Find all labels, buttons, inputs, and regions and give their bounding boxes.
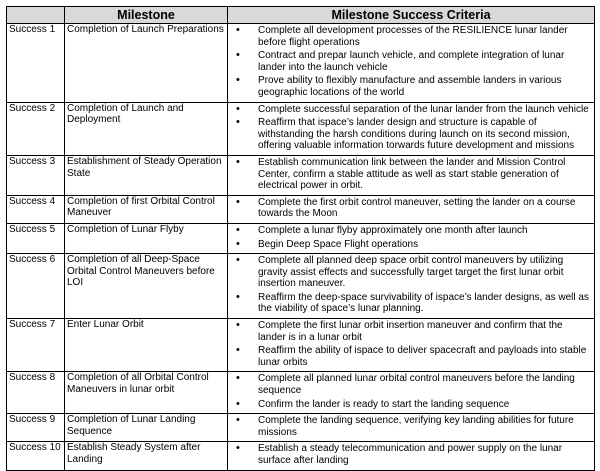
criteria-item: • Complete the first lunar orbit insertion maneuver and confirm that the lander is in a lunar orbit [258,320,590,343]
milestone-name: Completion of Lunar Flyby [65,223,228,253]
criteria-item: • Prove ability to flexibly manufacture and assemble landers in various geographic locations of the world [258,75,590,98]
milestone-name: Completion of all Orbital Control Maneuvers in lunar orbit [65,372,228,414]
milestone-name: Completion of Launch and Deployment [65,102,228,155]
milestone-name: Establishment of Steady Operation State [65,155,228,195]
success-criteria-cell [228,372,595,414]
table-row [7,24,595,103]
success-criteria-cell [228,24,595,103]
table-row [7,102,595,155]
criteria-item: • Complete the landing sequence, verifying key landing abilities for future missions [258,415,590,438]
milestone-name: Completion of Lunar Landing Sequence [65,414,228,442]
criteria-list [230,25,590,99]
criteria-item: • Contract and prepar launch vehicle, and complete integration of lunar lander into the launch vehicle [258,50,590,73]
success-id: Success 1 [7,24,65,103]
criteria-list [230,443,590,466]
criteria-list [230,197,590,220]
milestone-name: Completion of Launch Preparations [65,24,228,103]
criteria-list [230,255,590,315]
criteria-item: • Reaffirm the ability of ispace to deliver spacecraft and payloads into stable lunar orbits [258,345,590,368]
success-id: Success 8 [7,372,65,414]
criteria-item: • Reaffirm the deep-space survivability of ispace’s lander designs, as well as the viability of space’s lunar planning. [258,292,590,315]
table-row [7,223,595,253]
criteria-item: • Confirm the lander is ready to start the landing sequence [258,399,590,411]
criteria-item: • Reaffirm that ispace’s lander design and structure is capable of withstanding the harsh conditions during launch on its second mission, offering valuable information torwards future development and missions [258,117,590,152]
criteria-item: • Complete successful separation of the lunar lander from the launch vehicle [258,104,590,116]
success-id: Success 10 [7,442,65,470]
milestone-name: Completion of first Orbital Control Maneuver [65,195,228,223]
criteria-list [230,104,590,152]
success-criteria-cell [228,254,595,319]
success-criteria-cell [228,155,595,195]
criteria-item: • Complete a lunar flyby approximately one month after launch [258,225,590,237]
table-row [7,414,595,442]
criteria-item: • Complete all planned deep space orbit control maneuvers by utilizing gravity assist effects and successfully target target the first lunar orbit insertion maneuver. [258,255,590,290]
table-row [7,254,595,319]
success-criteria-cell [228,414,595,442]
table-row [7,319,595,372]
table-row [7,195,595,223]
milestone-name: Establish Steady System after Landing [65,442,228,470]
success-id: Success 7 [7,319,65,372]
criteria-list [230,373,590,410]
criteria-list [230,320,590,368]
milestone-name: Completion of all Deep-Space Orbital Control Maneuvers before LOI [65,254,228,319]
success-id: Success 9 [7,414,65,442]
success-id: Success 2 [7,102,65,155]
success-id: Success 4 [7,195,65,223]
criteria-item: • Establish a steady telecommunication and power supply on the lunar surface after landing [258,443,590,466]
criteria-list [230,225,590,250]
criteria-item: • Establish communication link between the lander and Mission Control Center, confirm a stable attitude as well as start stable generation of electrical power in orbit. [258,157,590,192]
header-success-criteria: Milestone Success Criteria [228,7,595,24]
header-success-id [7,7,65,24]
success-criteria-cell [228,102,595,155]
milestone-table [6,6,595,471]
milestone-name: Enter Lunar Orbit [65,319,228,372]
success-criteria-cell [228,442,595,470]
success-criteria-cell [228,223,595,253]
criteria-item: • Complete the first orbit control maneuver, setting the lander on a course towards the Moon [258,197,590,220]
header-milestone: Milestone [65,7,228,24]
success-id: Success 6 [7,254,65,319]
table-row [7,442,595,470]
success-id: Success 5 [7,223,65,253]
criteria-item: • Begin Deep Space Flight operations [258,239,590,251]
criteria-list [230,415,590,438]
success-criteria-cell [228,319,595,372]
table-header-row [7,7,595,24]
criteria-list [230,157,590,192]
criteria-item: • Complete all development processes of the RESILIENCE lunar lander before flight operations [258,25,590,48]
criteria-item: • Complete all planned lunar orbital control maneuvers before the landing sequence [258,373,590,396]
success-criteria-cell [228,195,595,223]
success-id: Success 3 [7,155,65,195]
table-row [7,155,595,195]
table-row [7,372,595,414]
